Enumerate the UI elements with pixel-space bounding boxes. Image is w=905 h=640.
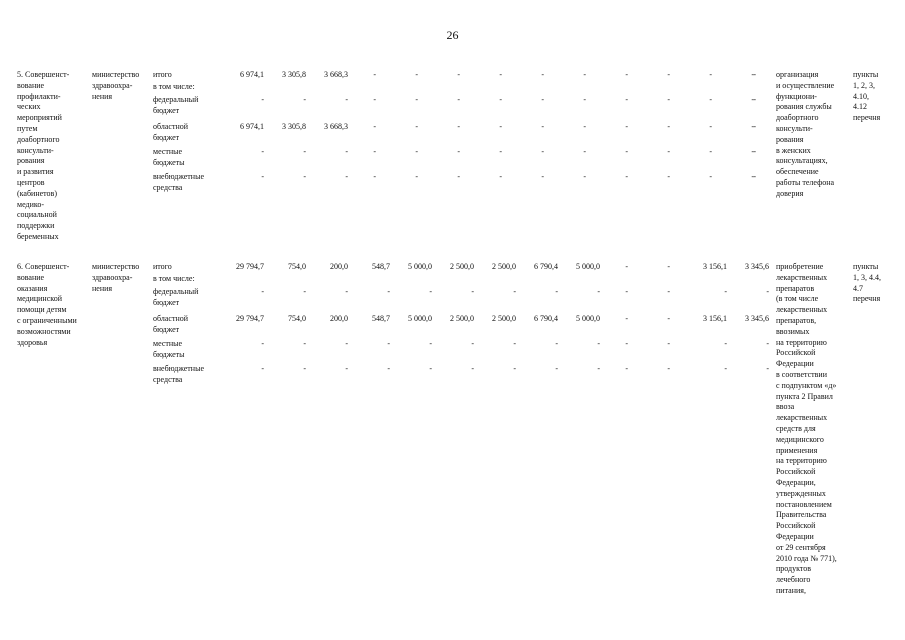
funding-value: - [555,364,558,373]
funding-value: - [303,339,306,348]
funding-value: - [261,95,264,104]
funding-value: - [625,262,628,271]
funding-value: - [415,172,418,181]
funding-value: 5 000,0 [576,262,600,271]
funding-value: - [499,70,502,79]
funding-value: - [625,147,628,156]
funding-value: - [261,364,264,373]
funding-value: 29 794,7 [236,314,264,323]
funding-value: - [345,172,348,181]
funding-value: - [345,287,348,296]
funding-value: 200,0 [330,314,348,323]
funding-value: - [499,172,502,181]
funding-value: - [753,122,756,131]
funding-value: - [499,122,502,131]
funding-value: - [541,95,544,104]
funding-value: - [415,147,418,156]
funding-value: 6 790,4 [534,314,558,323]
funding-value: - [373,122,376,131]
funding-value: - [415,95,418,104]
funding-value: 2 500,0 [492,314,516,323]
funding-value: - [457,70,460,79]
funding-value: - [597,339,600,348]
funding-source-label: в том числе: [153,82,195,91]
measure-title: 5. Совершенст- вование профилакти- ческих мероприятий путем доабортного консульти- рования и развития центров (кабинетов) медико- социальной поддержки беременных [17,70,70,241]
funding-value: 754,0 [288,262,306,271]
funding-value: 3 305,8 [282,70,306,79]
funding-value: - [709,172,712,181]
funding-value: - [387,339,390,348]
funding-value: - [303,287,306,296]
funding-value: - [753,70,756,79]
funding-source-label: в том числе: [153,274,195,283]
funding-value: - [261,172,264,181]
funding-value: - [751,147,754,156]
funding-value: - [513,339,516,348]
funding-value: 3 668,3 [324,70,348,79]
funding-value: - [457,172,460,181]
funding-value: - [457,95,460,104]
funding-value: - [429,339,432,348]
funding-value: - [457,122,460,131]
funding-value: - [373,95,376,104]
funding-value: - [583,70,586,79]
funding-value: - [724,364,727,373]
funding-value: - [667,287,670,296]
funding-value: - [303,172,306,181]
funding-value: 6 974,1 [240,70,264,79]
funding-value: - [261,147,264,156]
funding-value: - [303,95,306,104]
funding-source-label: внебюджетные средства [153,172,204,192]
funding-value: - [766,339,769,348]
funding-value: - [667,147,670,156]
funding-value: 6 790,4 [534,262,558,271]
funding-value: - [513,364,516,373]
funding-value: - [415,122,418,131]
funding-value: - [597,287,600,296]
funding-value: - [753,95,756,104]
funding-value: - [751,122,754,131]
funding-value: - [387,287,390,296]
funding-value: 3 156,1 [703,314,727,323]
funding-value: 29 794,7 [236,262,264,271]
funding-source-label: местные бюджеты [153,339,185,359]
funding-value: 3 156,1 [703,262,727,271]
funding-source-label: итого [153,70,172,79]
funding-value: - [541,172,544,181]
funding-source-label: федеральный бюджет [153,287,199,307]
funding-value: - [667,172,670,181]
funding-value: 5 000,0 [408,314,432,323]
funding-value: 3 668,3 [324,122,348,131]
funding-value: - [429,287,432,296]
funding-value: - [303,147,306,156]
measure-title: 6. Совершенст- вование оказания медицинской помощи детям с ограниченными возможностями здоровья [17,262,77,347]
funding-value: - [583,95,586,104]
funding-value: - [261,287,264,296]
funding-value: - [625,314,628,323]
funding-value: - [709,147,712,156]
funding-source-label: областной бюджет [153,122,189,142]
funding-value: - [709,70,712,79]
funding-value: - [555,287,558,296]
funding-value: - [751,172,754,181]
executor: министерство здравоохра- нения [92,262,140,293]
funding-value: - [625,122,628,131]
funding-value: - [667,364,670,373]
funding-value: 3 305,8 [282,122,306,131]
funding-value: 3 345,6 [745,262,769,271]
funding-value: - [345,95,348,104]
references: пункты 1, 2, 3, 4.10, 4.12 перечня [853,70,881,123]
funding-value: 754,0 [288,314,306,323]
funding-value: 548,7 [372,262,390,271]
funding-value: - [583,172,586,181]
funding-value: - [625,172,628,181]
funding-value: - [709,122,712,131]
funding-value: - [709,95,712,104]
funding-value: - [499,95,502,104]
funding-value: - [724,339,727,348]
funding-value: - [625,339,628,348]
funding-value: - [471,287,474,296]
funding-value: - [415,70,418,79]
funding-value: - [373,172,376,181]
funding-value: - [724,287,727,296]
funding-value: - [387,364,390,373]
funding-value: - [667,262,670,271]
funding-value: - [766,364,769,373]
executor: министерство здравоохра- нения [92,70,140,101]
funding-value: - [373,147,376,156]
expected-result: организация и осуществление функциони- рования службы доабортного консульти- рования в женских консультациях, обеспечение работы телефона доверия [776,70,835,198]
funding-value: - [541,147,544,156]
funding-value: - [753,147,756,156]
funding-value: - [429,364,432,373]
references: пункты 1, 3, 4.4, 4.7 перечня [853,262,881,304]
funding-source-label: внебюджетные средства [153,364,204,384]
funding-value: - [667,95,670,104]
funding-value: - [625,70,628,79]
funding-value: 200,0 [330,262,348,271]
funding-value: - [499,147,502,156]
funding-value: 6 974,1 [240,122,264,131]
funding-value: - [583,147,586,156]
funding-value: 5 000,0 [576,314,600,323]
funding-value: - [541,70,544,79]
page-number: 26 [446,28,459,42]
funding-value: - [373,70,376,79]
funding-value: - [513,287,516,296]
funding-value: - [597,364,600,373]
funding-value: - [555,339,558,348]
funding-value: - [667,314,670,323]
funding-value: - [751,70,754,79]
funding-value: - [345,339,348,348]
funding-value: - [751,95,754,104]
funding-value: 5 000,0 [408,262,432,271]
funding-value: 2 500,0 [450,314,474,323]
funding-value: - [766,287,769,296]
funding-source-label: федеральный бюджет [153,95,199,115]
funding-value: - [667,339,670,348]
funding-source-label: областной бюджет [153,314,189,334]
expected-result: приобретение лекарственных препаратов (в том числе лекарственных препаратов, ввозимых на территорию Российской Федерации в соответствии с подпунктом «д» пункта 2 Правил ввоза лекарственных средств для медицинского применения на территорию Российской Федерации, утвержденных постановлением Правительства Российской Федерации от 29 сентября 2010 года № 771), продуктов лечебного питания, [776,262,837,595]
funding-value: - [541,122,544,131]
funding-value: - [667,70,670,79]
funding-value: - [471,339,474,348]
funding-source-label: итого [153,262,172,271]
funding-value: - [345,147,348,156]
funding-value: - [625,95,628,104]
funding-value: - [303,364,306,373]
funding-value: 2 500,0 [450,262,474,271]
funding-value: - [457,147,460,156]
funding-value: 2 500,0 [492,262,516,271]
funding-source-label: местные бюджеты [153,147,185,167]
funding-value: 548,7 [372,314,390,323]
funding-value: - [471,364,474,373]
funding-value: - [345,364,348,373]
funding-value: - [583,122,586,131]
funding-value: - [753,172,756,181]
funding-value: - [261,339,264,348]
funding-value: - [625,287,628,296]
funding-value: 3 345,6 [745,314,769,323]
funding-value: - [667,122,670,131]
funding-value: - [625,364,628,373]
